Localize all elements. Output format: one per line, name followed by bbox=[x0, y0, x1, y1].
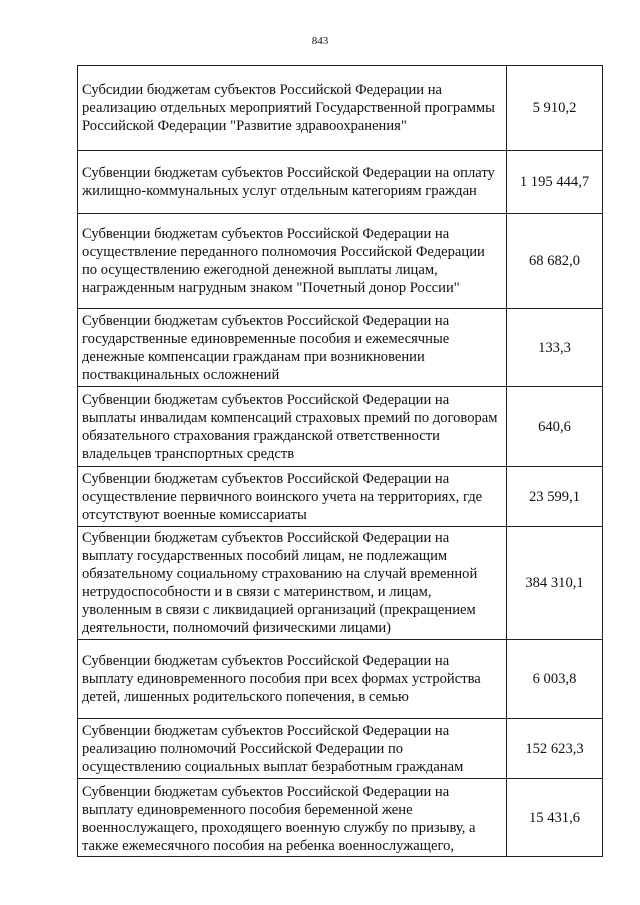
row-description: Субвенции бюджетам субъектов Российской Федерации на выплату единовременного пособия при всех формах устройства детей, лишенных родительского попечения, в семью bbox=[78, 640, 507, 719]
table-row bbox=[78, 387, 603, 467]
row-description: Субвенции бюджетам субъектов Российской Федерации на государственные единовременные пособия и ежемесячные денежные компенсации гражданам при возникновении поствакцинальных осложнений bbox=[78, 309, 507, 387]
table-row bbox=[78, 66, 603, 151]
row-description: Субсидии бюджетам субъектов Российской Федерации на реализацию отдельных мероприятий Государственной программы Российской Федерации "Развитие здравоохранения" bbox=[78, 66, 507, 151]
row-description: Субвенции бюджетам субъектов Российской Федерации на осуществление переданного полномочия Российской Федерации по осуществлению ежегодной денежной выплаты лицам, награжденным нагрудным знаком "Почетный донор России" bbox=[78, 214, 507, 309]
row-description: Субвенции бюджетам субъектов Российской Федерации на выплату государственных пособий лицам, не подлежащим обязательному социальному страхованию на случай временной нетрудоспособности и в связи с материнством, и лицам, уволенным в связи с ликвидацией организаций (прекращением деятельности, полномочий физическими лицами) bbox=[78, 527, 507, 640]
table-row bbox=[78, 309, 603, 387]
page-number: 843 bbox=[311, 35, 329, 47]
row-description: Субвенции бюджетам субъектов Российской Федерации на выплаты инвалидам компенсаций страховых премий по договорам обязательного страхования гражданской ответственности владельцев транспортных средств bbox=[78, 387, 507, 467]
row-amount: 5 910,2 bbox=[507, 66, 603, 151]
table-row bbox=[78, 779, 603, 857]
row-description: Субвенции бюджетам субъектов Российской Федерации на осуществление первичного воинского учета на территориях, где отсутствуют военные комиссариаты bbox=[78, 467, 507, 527]
row-description: Субвенции бюджетам субъектов Российской Федерации на выплату единовременного пособия беременной жене военнослужащего, проходящего военную службу по призыву, а также ежемесячного пособия на ребенка военнослужащего, bbox=[78, 779, 507, 857]
budget-table bbox=[77, 65, 603, 857]
row-amount: 23 599,1 bbox=[507, 467, 603, 527]
table-row bbox=[78, 527, 603, 640]
row-amount: 640,6 bbox=[507, 387, 603, 467]
table-row bbox=[78, 467, 603, 527]
table-row bbox=[78, 640, 603, 719]
row-amount: 384 310,1 bbox=[507, 527, 603, 640]
row-amount: 6 003,8 bbox=[507, 640, 603, 719]
row-description: Субвенции бюджетам субъектов Российской Федерации на реализацию полномочий Российской Федерации по осуществлению социальных выплат безработным гражданам bbox=[78, 719, 507, 779]
table-row bbox=[78, 719, 603, 779]
row-amount: 68 682,0 bbox=[507, 214, 603, 309]
row-amount: 133,3 bbox=[507, 309, 603, 387]
row-amount: 15 431,6 bbox=[507, 779, 603, 857]
table-row bbox=[78, 214, 603, 309]
row-amount: 152 623,3 bbox=[507, 719, 603, 779]
row-amount: 1 195 444,7 bbox=[507, 151, 603, 214]
table-row bbox=[78, 151, 603, 214]
row-description: Субвенции бюджетам субъектов Российской Федерации на оплату жилищно-коммунальных услуг отдельным категориям граждан bbox=[78, 151, 507, 214]
